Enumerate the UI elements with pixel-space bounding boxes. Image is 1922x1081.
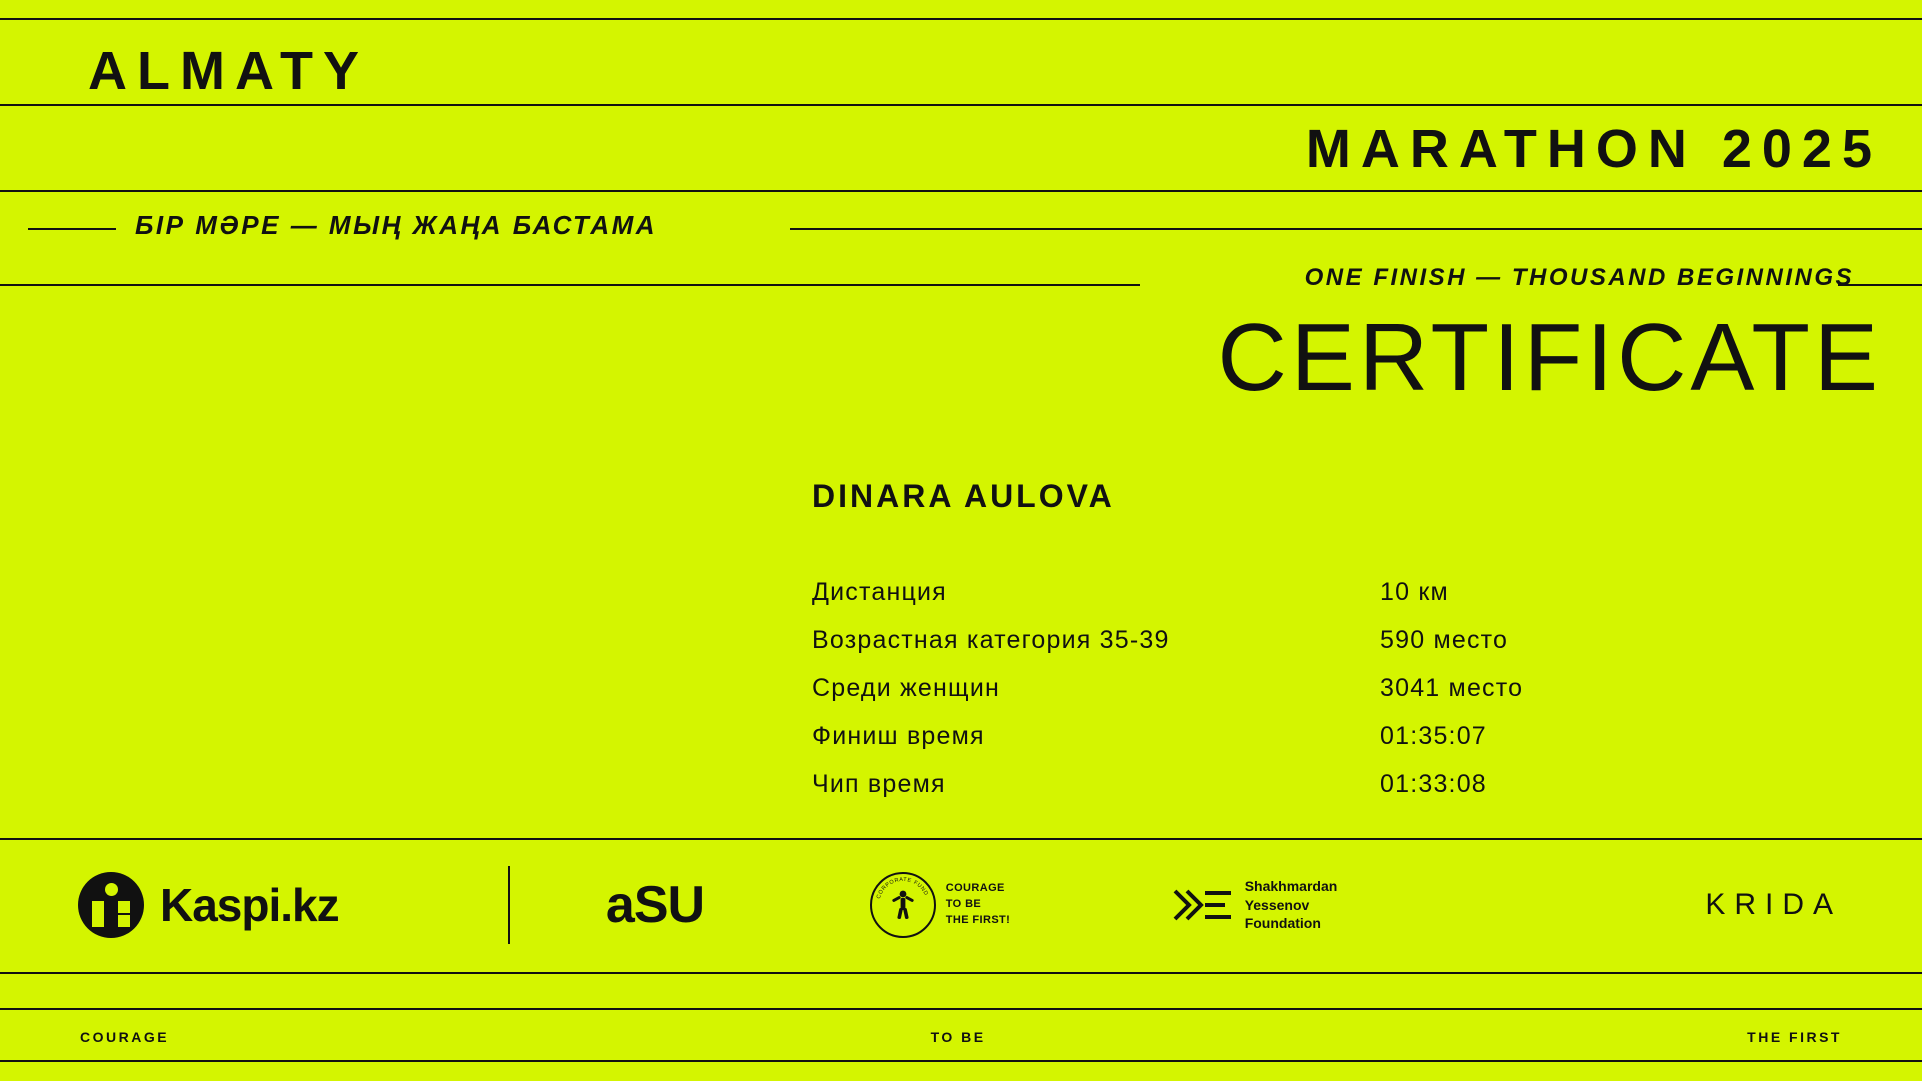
rule-below-sponsors (0, 972, 1922, 974)
result-label: Финиш время (812, 722, 985, 750)
footer-bar (0, 1022, 1922, 1052)
result-value: 01:35:07 (1380, 722, 1487, 750)
rule-top (0, 18, 1922, 20)
table-row (812, 770, 1612, 799)
result-value: 10 км (1380, 578, 1449, 606)
sponsor-courage-fund (790, 872, 1090, 938)
athlete-name: DINARA AULOVA (812, 478, 1115, 514)
result-label: Дистанция (812, 578, 947, 606)
result-label: Среди женщин (812, 674, 1000, 702)
footer-middle-text: TO BE (930, 1029, 986, 1045)
sponsor-kaspi (0, 872, 498, 938)
courage-line-3: THE FIRST! (945, 913, 1011, 926)
table-row (812, 674, 1612, 703)
result-label: Возрастная категория 35-39 (812, 626, 1170, 654)
tagline-english: ONE FINISH — THOUSAND BEGINNINGS (1304, 264, 1854, 291)
tagline-kazakh: БІР МӘРЕ — МЫҢ ЖАҢА БАСТАМА (135, 210, 658, 240)
footer-right-text: THE FIRST (1747, 1029, 1842, 1045)
result-label: Чип время (812, 770, 946, 798)
yessenov-foundation-icon (1173, 888, 1235, 922)
table-row (812, 626, 1612, 655)
courage-line-1: COURAGE (945, 882, 1005, 895)
footer-left-text: COURAGE (80, 1029, 170, 1045)
sponsor-divider (508, 866, 510, 944)
kaspi-logo-icon (78, 872, 144, 938)
shakhmardan-line-1: Shakhmardan (1244, 877, 1338, 894)
result-value: 3041 место (1380, 674, 1524, 702)
shakhmardan-line-2: Yessenov (1244, 896, 1310, 913)
result-value: 590 место (1380, 626, 1509, 654)
city-title: ALMATY (88, 41, 369, 101)
sponsor-bar (0, 840, 1922, 970)
table-row (812, 722, 1612, 751)
event-title: MARATHON 2025 (1305, 119, 1882, 179)
rule-bottom (0, 1060, 1922, 1062)
rule-under-almaty (0, 104, 1922, 106)
results-table (812, 578, 1612, 818)
rule-tagline-kz-right (790, 228, 1922, 230)
person-figure-icon (890, 890, 916, 920)
courage-line-2: TO BE (945, 898, 982, 911)
sponsor-krida (1420, 890, 1922, 920)
sponsor-shakhmardan-yessenov-foundation (1090, 877, 1420, 934)
page-title: CERTIFICATE (1217, 304, 1882, 411)
shakhmardan-line-3: Foundation (1244, 915, 1321, 932)
rule-tagline-kz-left (28, 228, 116, 230)
sponsor-krida-label: KRIDA (1705, 888, 1842, 921)
rule-footer-top (0, 1008, 1922, 1010)
sponsor-asu-label: aSU (605, 876, 705, 934)
result-value: 01:33:08 (1380, 770, 1487, 798)
sponsor-kaspi-label: Kaspi.kz (160, 879, 339, 931)
rule-under-marathon (0, 190, 1922, 192)
rule-tagline-en-left (0, 284, 1140, 286)
courage-fund-icon (870, 872, 936, 938)
svg-text:CORPORATE FUND: CORPORATE FUND (875, 876, 929, 900)
sponsor-asu (520, 876, 790, 934)
table-row (812, 578, 1612, 607)
